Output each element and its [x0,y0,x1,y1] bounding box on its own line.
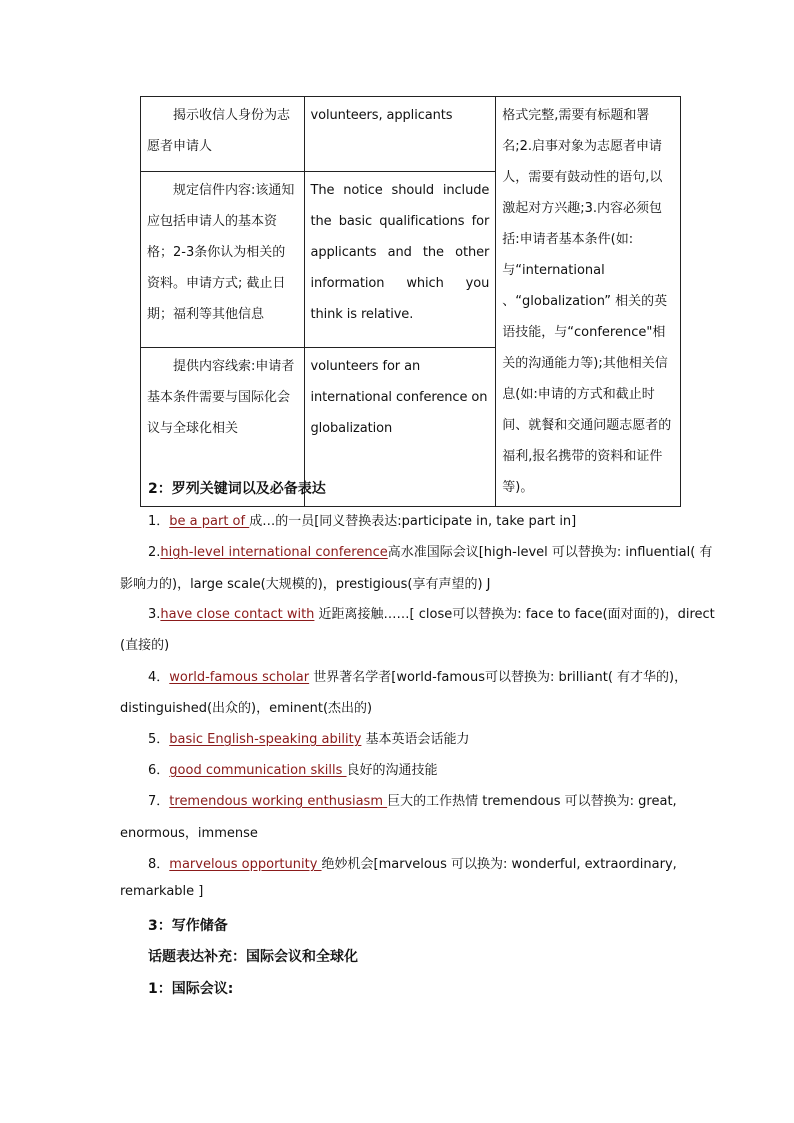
table-cell: volunteers, applicants [304,97,496,172]
key-phrase: tremendous working enthusiasm [169,794,388,809]
item-text: 巨大的工作热情 tremendous 可以替换为: great, [387,794,677,809]
list-item [148,666,688,685]
item-number: 3. [148,607,161,622]
key-phrase: basic English-speaking ability [169,732,362,747]
table-cell: volunteers for an international conference on globalization [304,348,496,507]
topic-heading: 话题表达补充：国际会议和全球化 [148,949,358,965]
key-phrase: world-famous scholar [169,670,310,685]
list-item [148,541,713,560]
list-item [148,759,676,778]
key-phrase: high-level international conference [160,545,388,560]
item-number: 6． [148,763,170,778]
item-text: 良好的沟通技能 [346,763,438,778]
table-cell: 揭示收信人身份为志愿者申请人 [141,97,305,172]
key-phrase: good communication skills [169,763,347,778]
table-cell-requirements: 格式完整,需要有标题和署名;2.启事对象为志愿者申请人，需要有鼓动性的语句,以激起对方兴趣;3.内容必须包括:申请者基本条件(如:与“international 、“globalization” 相关的英语技能，与“conference"相关的沟通能力等);其他相关信息(如:申请的方式和截止时间、就餐和交通问题志愿者的福利,报名携带的资料和证件等)。 [496,97,681,507]
item-text: 近距离接触……[ close可以替换为: face to face(面对面的)，direct [314,607,715,622]
item-number: 2. [148,545,161,560]
key-phrase: have close contact with [160,607,315,622]
table-cell: The notice should include the basic qualifications for applicants and the other information which you think is relative. [304,172,496,348]
list-item-continued: distinguished(出众的)，eminent(杰出的) [120,701,373,716]
list-item-continued: 影响力的)，large scale(大规模的)，prestigious(享有声望的) J [120,577,491,592]
list-item-continued: remarkable ] [120,884,204,899]
table-row [141,97,681,172]
item-text: 世界著名学者[world-famous可以替换为: brilliant( 有才华的)， [309,670,688,685]
list-item [148,790,676,809]
sub-heading: 1：国际会议: [148,981,234,997]
key-phrase: be a part of [169,514,250,529]
item-text: 基本英语会话能力 [361,732,470,747]
item-number: 1． [148,514,170,529]
list-item-continued: enormous，immense [120,826,258,841]
item-text: 高水准国际会议[high-level 可以替换为: influential( 有 [387,545,713,560]
list-item [148,603,715,622]
item-number: 8． [148,857,170,872]
section-heading: 3：写作储备 [148,918,228,934]
item-number: 7． [148,794,170,809]
requirements-table [140,96,681,507]
table-cell: 提供内容线索:申请者基本条件需要与国际化会议与全球化相关 [141,348,305,507]
list-item [148,510,676,529]
list-item-continued: (直接的) [120,638,170,653]
key-phrase: marvelous opportunity [169,857,322,872]
item-number: 4． [148,670,170,685]
item-text: 成…的一员[同义替换表达:participate in, take part in] [249,514,577,529]
section-heading: 2：罗列关键词以及必备表达 [148,481,326,497]
list-item [148,853,676,872]
item-number: 5． [148,732,170,747]
list-item [148,728,676,747]
table-cell: 规定信件内容:该通知应包括申请人的基本资格；2-3条你认为相关的资料。申请方式; 截止日期；福利等其他信息 [141,172,305,348]
item-text: 绝妙机会[marvelous 可以换为: wonderful, extraordinary, [321,857,677,872]
